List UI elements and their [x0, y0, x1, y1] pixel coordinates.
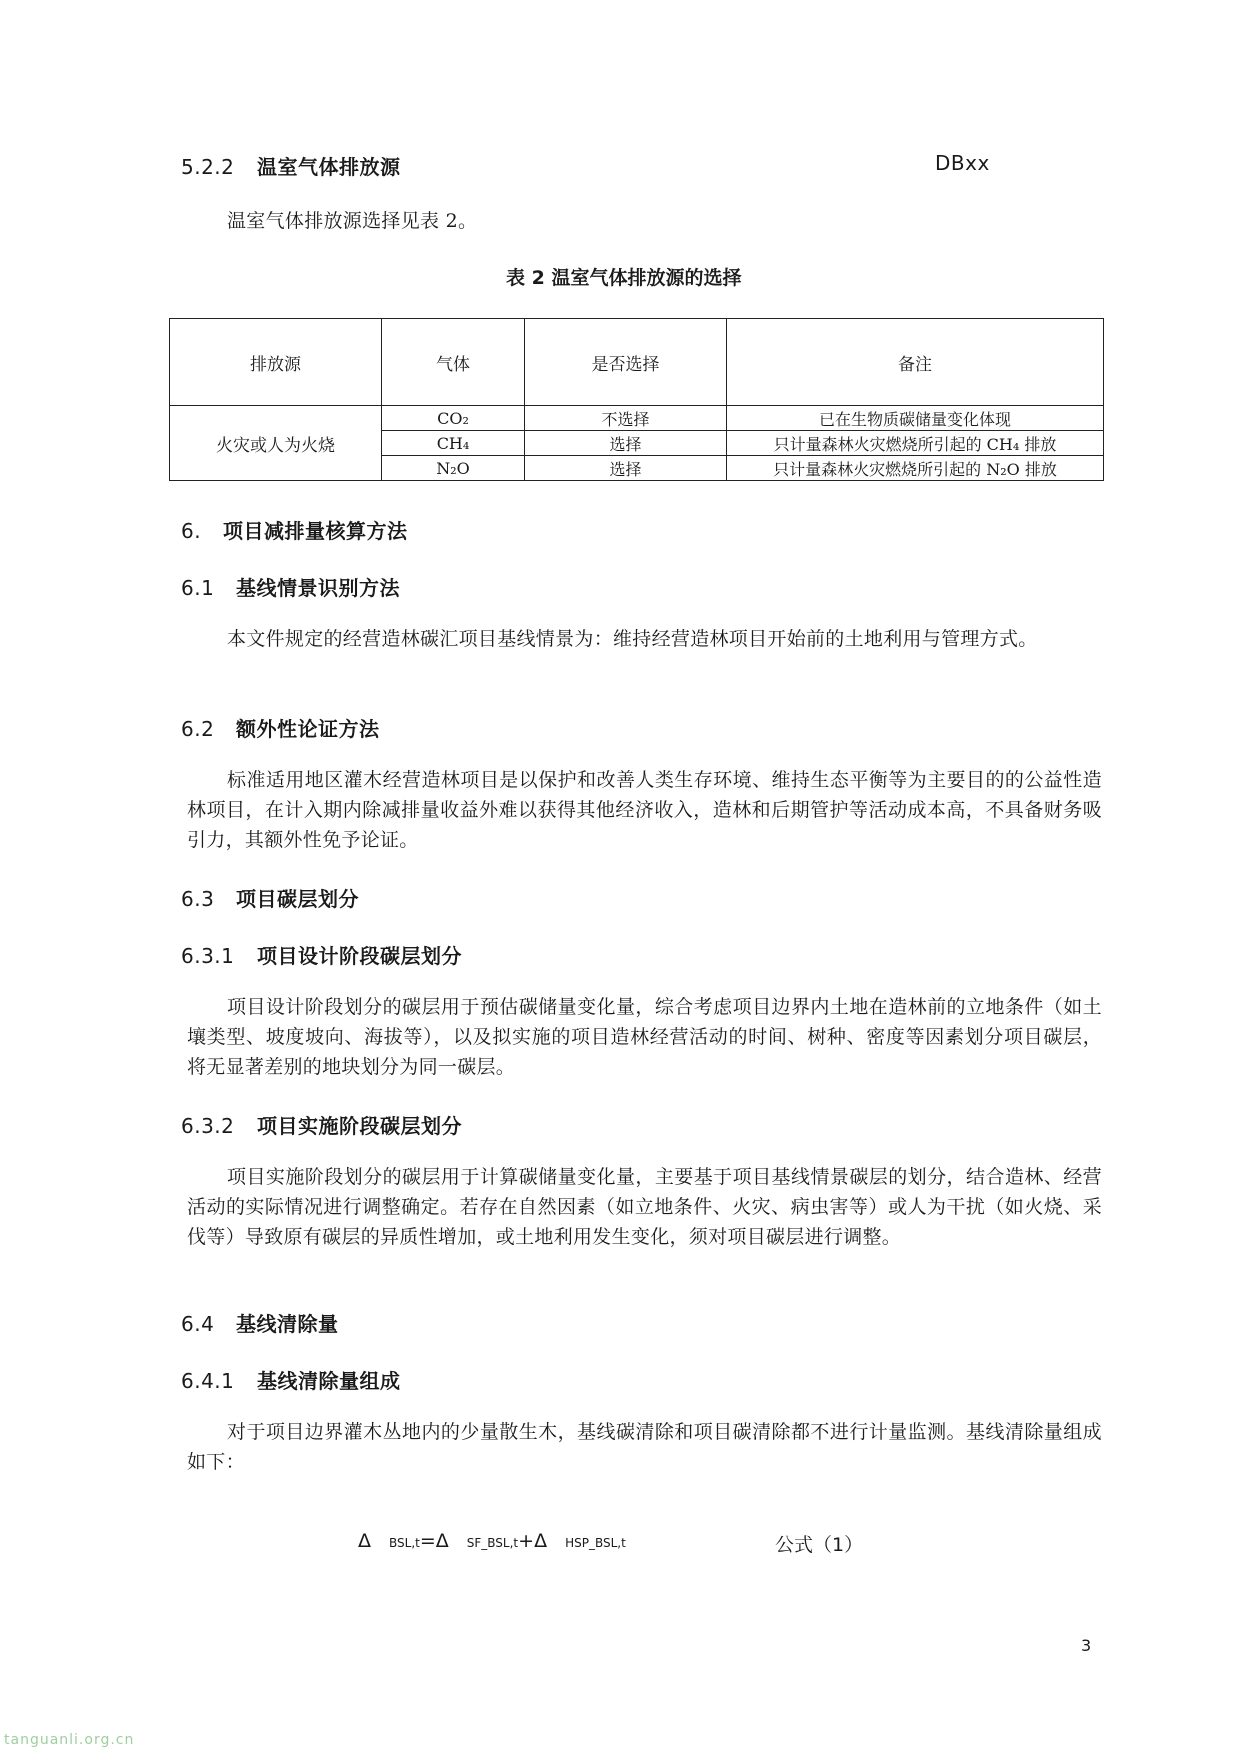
formula-1: [358, 1530, 626, 1552]
heading-title: 温室气体排放源: [257, 155, 401, 179]
cell-note: 已在生物质碳储量变化体现: [727, 406, 1104, 431]
cell-gas: CH₄: [382, 431, 525, 456]
heading-6: [181, 515, 408, 544]
heading-number: 5.2.2: [181, 155, 235, 179]
watermark: tanguanli.org.cn: [4, 1732, 135, 1748]
paragraph-6-3-1: 项目设计阶段划分的碳层用于预估碳储量变化量，综合考虑项目边界内土地在造林前的立地条件（如土壤类型、坡度坡向、海拔等），以及拟实施的项目造林经营活动的时间、树种、密度等因素划分项目碳层，将无显著差别的地块划分为同一碳层。: [187, 996, 1102, 1078]
heading-number: 6.3: [181, 887, 215, 911]
paragraph-5-2-2: 温室气体排放源选择见表 2。: [227, 210, 478, 232]
heading-title: 基线清除量组成: [257, 1369, 401, 1393]
header-source: 排放源: [170, 319, 382, 406]
heading-title: 基线情景识别方法: [236, 576, 400, 600]
document-code: DBxx: [935, 151, 990, 175]
heading-6-3-2: [181, 1110, 462, 1139]
formula-subscript: SF_BSL,t: [466, 1536, 519, 1550]
heading-number: 6.1: [181, 576, 215, 600]
heading-number: 6.4.1: [181, 1369, 235, 1393]
cell-note: 只计量森林火灾燃烧所引起的 CH₄ 排放: [727, 431, 1104, 456]
heading-title: 基线清除量: [236, 1312, 339, 1336]
cell-note: 只计量森林火灾燃烧所引起的 N₂O 排放: [727, 456, 1104, 481]
heading-number: 6.: [181, 519, 202, 543]
formula-subscript: BSL,t: [389, 1536, 420, 1550]
cell-gas: N₂O: [382, 456, 525, 481]
heading-title: 项目减排量核算方法: [223, 519, 408, 543]
equals-sign: =: [419, 1530, 436, 1552]
cell-select: 不选择: [525, 406, 727, 431]
heading-6-3-1: [181, 940, 462, 969]
emission-source-table: [169, 318, 1104, 481]
heading-6-1: [181, 572, 400, 601]
header-note: 备注: [727, 319, 1104, 406]
delta-symbol: Δ: [358, 1530, 371, 1552]
heading-number: 6.3.2: [181, 1114, 235, 1138]
heading-number: 6.3.1: [181, 944, 235, 968]
paragraph-6-3-2: 项目实施阶段划分的碳层用于计算碳储量变化量，主要基于项目基线情景碳层的划分，结合造林、经营活动的实际情况进行调整确定。若存在自然因素（如立地条件、火灾、病虫害等）或人为干扰（如火烧、采伐等）导致原有碳层的异质性增加，或土地利用发生变化，须对项目碳层进行调整。: [187, 1166, 1102, 1248]
plus-sign: +: [518, 1530, 535, 1552]
formula-label: 公式（1）: [775, 1534, 864, 1556]
table-header-row: [170, 319, 1104, 406]
heading-title: 项目碳层划分: [236, 887, 359, 911]
delta-symbol: Δ: [435, 1530, 449, 1552]
heading-number: 6.4: [181, 1312, 215, 1336]
heading-6-3: [181, 883, 359, 912]
heading-5-2-2: [181, 151, 401, 180]
header-gas: 气体: [382, 319, 525, 406]
paragraph-6-4-1: 对于项目边界灌木丛地内的少量散生木，基线碳清除和项目碳清除都不进行计量监测。基线清除量组成如下：: [187, 1421, 1102, 1473]
heading-6-2: [181, 713, 380, 742]
delta-symbol: Δ: [534, 1530, 548, 1552]
table-row: [170, 406, 1104, 431]
heading-title: 项目设计阶段碳层划分: [257, 944, 462, 968]
paragraph-6-1: 本文件规定的经营造林碳汇项目基线情景为：维持经营造林项目开始前的土地利用与管理方式。: [227, 628, 1038, 650]
table-caption: 表 2 温室气体排放源的选择: [506, 267, 742, 289]
heading-6-4-1: [181, 1365, 401, 1394]
cell-select: 选择: [525, 431, 727, 456]
header-select: 是否选择: [525, 319, 727, 406]
formula-subscript: HSP_BSL,t: [565, 1536, 626, 1550]
cell-select: 选择: [525, 456, 727, 481]
heading-title: 额外性论证方法: [236, 717, 380, 741]
paragraph-6-2: 标准适用地区灌木经营造林项目是以保护和改善人类生存环境、维持生态平衡等为主要目的的公益性造林项目，在计入期内除减排量收益外难以获得其他经济收入，造林和后期管护等活动成本高，不具备财务吸引力，其额外性免予论证。: [187, 769, 1102, 851]
cell-gas: CO₂: [382, 406, 525, 431]
heading-6-4: [181, 1308, 339, 1337]
cell-source: 火灾或人为火烧: [170, 406, 382, 481]
heading-title: 项目实施阶段碳层划分: [257, 1114, 462, 1138]
heading-number: 6.2: [181, 717, 215, 741]
page-number: 3: [1081, 1636, 1092, 1655]
